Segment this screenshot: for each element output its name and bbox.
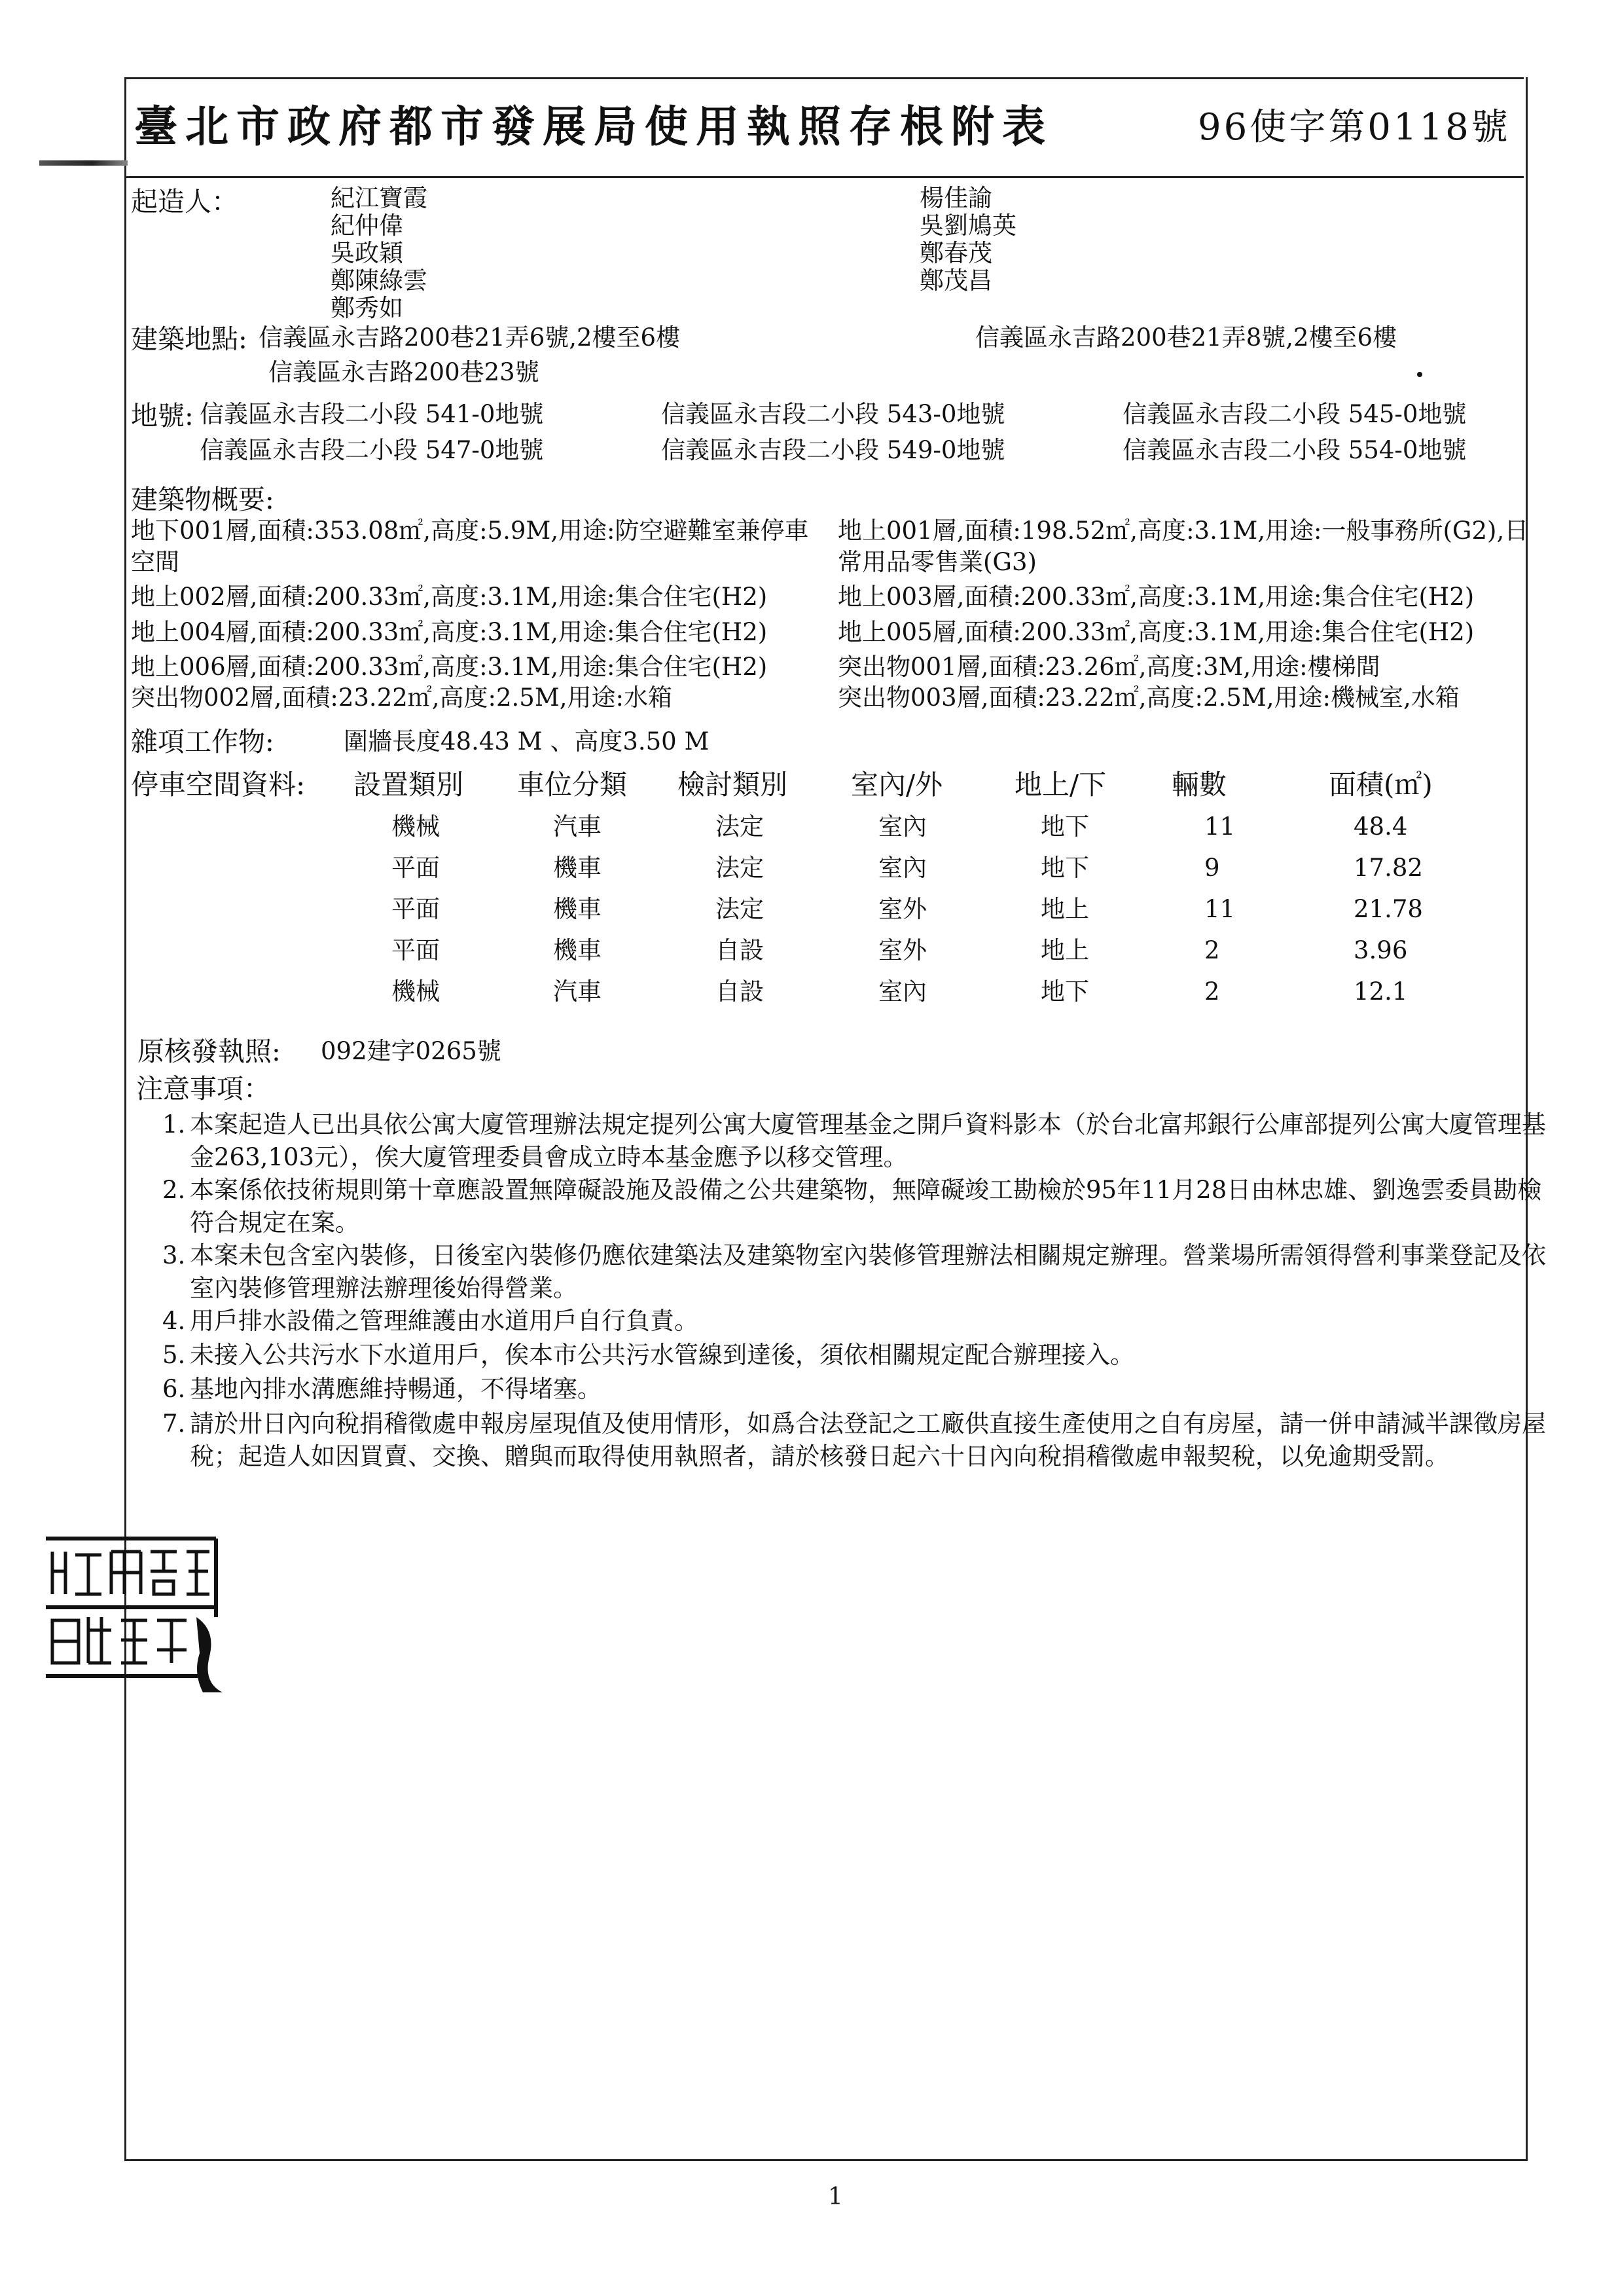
parking-cell: 室外	[878, 895, 927, 923]
parking-cell: 機車	[553, 854, 602, 882]
parking-cell: 平面	[391, 936, 440, 964]
parking-cell: 地上	[1041, 895, 1089, 923]
parking-cell: 平面	[391, 895, 440, 923]
note-text: 本案係依技術規則第十章應設置無障礙設施及設備之公共建築物，無障礙竣工勘檢於95年11月28日由林忠雄、劉逸雲委員勘檢符合規定在案。	[190, 1176, 1542, 1237]
overview-label: 建築物概要:	[131, 484, 274, 515]
original-license-value: 092建字0265號	[321, 1037, 501, 1065]
parking-cell: 室內	[878, 977, 927, 1006]
official-seal-stamp	[39, 1519, 249, 1696]
parking-cell: 室內	[878, 812, 927, 841]
parking-cell: 室內	[878, 854, 927, 882]
parking-cell: 地下	[1041, 977, 1089, 1006]
overview-line: 地下001層,面積:353.08㎡,高度:5.9M,用途:防空避難室兼停車	[131, 517, 809, 545]
parking-header: 地上/下	[1015, 769, 1107, 801]
parking-cell: 48.4	[1354, 812, 1408, 841]
site-label: 建築地點:	[131, 323, 247, 355]
builder-name: 楊佳諭	[920, 184, 992, 212]
parking-cell: 9	[1204, 854, 1220, 882]
parking-label: 停車空間資料:	[131, 769, 306, 801]
note-number: 3.	[162, 1241, 186, 1269]
note-text: 本案起造人已出具依公寓大廈管理辦法規定提列公寓大廈管理基金之開戶資料影本（於台北富邦銀行公庫部提列公寓大廈管理基金263,103元），俟大廈管理委員會成立時本基金應予以移交管理。	[190, 1110, 1546, 1171]
parking-cell: 11	[1204, 895, 1236, 923]
site-address: 信義區永吉路200巷23號	[268, 358, 539, 386]
overview-line: 地上001層,面積:198.52㎡,高度:3.1M,用途:一般事務所(G2),日	[838, 517, 1529, 545]
parking-cell: 室外	[878, 936, 927, 964]
overview-line: 地上002層,面積:200.33㎡,高度:3.1M,用途:集合住宅(H2)	[131, 583, 768, 611]
lot-number: 信義區永吉段二小段 543-0地號	[661, 400, 1005, 428]
builders-label: 起造人：	[131, 186, 238, 217]
parking-cell: 自設	[715, 977, 764, 1006]
parking-cell: 機車	[553, 936, 602, 964]
overview-line: 突出物003層,面積:23.22㎡,高度:2.5M,用途:機械室,水箱	[838, 683, 1460, 712]
parking-cell: 地下	[1041, 854, 1089, 882]
note-text: 用戶排水設備之管理維護由水道用戶自行負責。	[190, 1307, 698, 1335]
note-text: 基地內排水溝應維持暢通，不得堵塞。	[190, 1375, 602, 1403]
lot-number: 信義區永吉段二小段 545-0地號	[1123, 400, 1467, 428]
lot-number: 信義區永吉段二小段 541-0地號	[200, 400, 544, 428]
parking-cell: 地上	[1041, 936, 1089, 964]
note-number: 1.	[162, 1110, 186, 1139]
parking-cell: 汽車	[553, 977, 602, 1006]
scan-mark	[39, 160, 128, 166]
overview-line: 地上005層,面積:200.33㎡,高度:3.1M,用途:集合住宅(H2)	[838, 618, 1475, 646]
page-number: 1	[828, 2183, 843, 2210]
parking-header: 設置類別	[353, 769, 464, 801]
stray-dot	[1417, 372, 1422, 377]
parking-header: 車位分類	[517, 769, 628, 801]
overview-line: 地上003層,面積:200.33㎡,高度:3.1M,用途:集合住宅(H2)	[838, 583, 1475, 611]
parking-cell: 11	[1204, 812, 1236, 841]
parking-cell: 自設	[715, 936, 764, 964]
site-address: 信義區永吉路200巷21弄8號,2樓至6樓	[975, 323, 1397, 352]
note-number: 2.	[162, 1176, 186, 1204]
builder-name: 紀仲偉	[331, 211, 403, 240]
parking-cell: 機械	[391, 977, 440, 1006]
parking-cell: 汽車	[553, 812, 602, 841]
page-title: 臺北市政府都市發展局使用執照存根附表	[134, 101, 1053, 152]
misc-works-value: 圍牆長度48.43 M 、高度3.50 M	[344, 727, 710, 756]
parking-header: 室內/外	[851, 769, 943, 801]
parking-cell: 平面	[391, 854, 440, 882]
builder-name: 鄭春茂	[920, 239, 992, 267]
note-number: 6.	[162, 1375, 186, 1403]
overview-line: 突出物001層,面積:23.26㎡,高度:3M,用途:樓梯間	[838, 653, 1380, 681]
notes-label: 注意事項：	[136, 1073, 270, 1104]
parking-cell: 法定	[715, 854, 764, 882]
parking-cell: 3.96	[1354, 936, 1408, 964]
parking-cell: 17.82	[1354, 854, 1423, 882]
parking-cell: 地下	[1041, 812, 1089, 841]
site-address: 信義區永吉路200巷21弄6號,2樓至6樓	[259, 323, 681, 352]
overview-line: 地上006層,面積:200.33㎡,高度:3.1M,用途:集合住宅(H2)	[131, 653, 768, 681]
builder-name: 鄭茂昌	[920, 266, 992, 295]
misc-works-label: 雜項工作物:	[131, 726, 274, 757]
parking-header: 面積(㎡)	[1329, 769, 1433, 801]
lots-label: 地號:	[131, 400, 194, 431]
parking-cell: 法定	[715, 812, 764, 841]
note-text: 請於卅日內向稅捐稽徵處申報房屋現值及使用情形，如爲合法登記之工廠供直接生產使用之自有房屋，請一併申請減半課徵房屋稅；起造人如因買賣、交換、贈與而取得使用執照者，請於核發日起六十日內向稅捐稽徵處申報契稅，以免逾期受罰。	[190, 1410, 1546, 1470]
note-text: 本案未包含室內裝修，日後室內裝修仍應依建築法及建築物室內裝修管理辦法相關規定辦理。營業場所需領得營利事業登記及依室內裝修管理辦法辦理後始得營業。	[190, 1241, 1546, 1302]
note-number: 4.	[162, 1307, 186, 1335]
overview-line: 常用品零售業(G3)	[838, 548, 1037, 576]
builder-name: 鄭秀如	[331, 294, 403, 322]
overview-line: 空間	[131, 548, 179, 576]
parking-cell: 2	[1204, 977, 1220, 1006]
note-number: 5.	[162, 1341, 186, 1369]
builder-name: 吳政穎	[331, 239, 403, 267]
parking-cell: 21.78	[1354, 895, 1423, 923]
parking-cell: 機械	[391, 812, 440, 841]
lot-number: 信義區永吉段二小段 547-0地號	[200, 436, 544, 464]
builder-name: 鄭陳綠雲	[331, 266, 427, 295]
builder-name: 紀江寶霞	[331, 184, 427, 212]
note-text: 未接入公共污水下水道用戶，俟本市公共污水管線到達後，須依相關規定配合辦理接入。	[190, 1341, 1134, 1369]
parking-cell: 2	[1204, 936, 1220, 964]
lot-number: 信義區永吉段二小段 549-0地號	[661, 436, 1005, 464]
builder-name: 吳劉鳩英	[920, 211, 1016, 240]
lot-number: 信義區永吉段二小段 554-0地號	[1123, 436, 1467, 464]
overview-line: 突出物002層,面積:23.22㎡,高度:2.5M,用途:水箱	[131, 683, 672, 712]
overview-line: 地上004層,面積:200.33㎡,高度:3.1M,用途:集合住宅(H2)	[131, 618, 768, 646]
parking-header: 輛數	[1172, 769, 1227, 801]
parking-cell: 12.1	[1354, 977, 1408, 1006]
note-number: 7.	[162, 1410, 186, 1438]
original-license-label: 原核發執照:	[137, 1036, 281, 1067]
document-number: 96使字第0118號	[1198, 106, 1511, 149]
parking-cell: 法定	[715, 895, 764, 923]
parking-cell: 機車	[553, 895, 602, 923]
parking-header: 檢討類別	[677, 769, 788, 801]
